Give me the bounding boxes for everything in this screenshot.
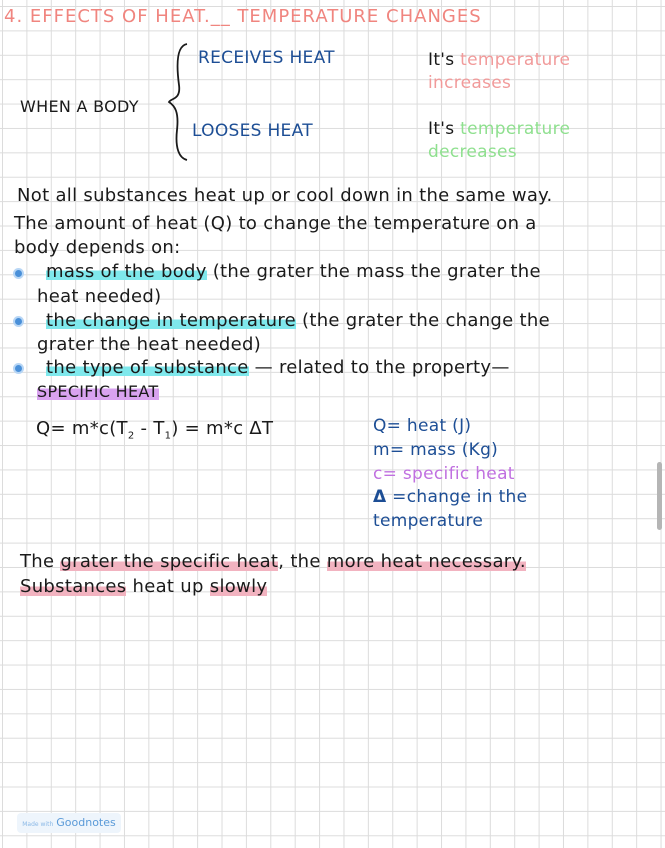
bullet-2-line-2: grater the heat needed) — [37, 334, 262, 355]
page-title: 4. EFFECTS OF HEAT.__ TEMPERATURE CHANGES — [4, 6, 482, 27]
curly-brace — [165, 40, 193, 162]
bullet-3-line-1: the type of substance — related to the property— — [46, 357, 510, 378]
text-line-3: body depends on: — [14, 237, 181, 258]
when-a-body-label: WHEN A BODY — [20, 97, 139, 116]
bullet-2-line-1: the change in temperature (the grater the change the — [46, 310, 550, 331]
legend-delta: Δ =change in the — [373, 487, 528, 507]
bullet-icon — [15, 270, 22, 277]
heat-formula: $Q= m*c(T_2 - T_1) = m*c$ ΔT — [36, 418, 274, 442]
legend-delta-line-2: temperature — [373, 511, 484, 531]
bullet-icon — [15, 318, 22, 325]
looses-heat-label: LOOSES HEAT — [192, 121, 313, 141]
decreases-label: decreases — [428, 142, 517, 162]
bullet-icon — [15, 365, 22, 372]
its-label-2: It's temperature — [428, 119, 571, 139]
receives-heat-label: RECEIVES HEAT — [198, 48, 335, 68]
text-line-2: The amount of heat (Q) to change the temperature on a — [14, 213, 537, 234]
scrollbar[interactable] — [657, 462, 662, 530]
legend-c: c= specific heat — [373, 464, 515, 484]
specific-heat-label: SPECIFIC HEAT — [37, 382, 159, 401]
legend-m: m= mass (Kg) — [373, 440, 499, 460]
legend-q: Q= heat (J) — [373, 416, 472, 436]
text-line-1: Not all substances heat up or cool down in the same way. — [17, 185, 553, 206]
its-label-1: It's temperature — [428, 50, 571, 70]
goodnotes-badge: Made with Goodnotes — [17, 813, 121, 833]
conclusion-line-1: The grater the specific heat, the more heat necessary. — [20, 551, 526, 572]
increases-label: increases — [428, 73, 512, 93]
conclusion-line-2: Substances heat up slowly — [20, 576, 268, 597]
bullet-1-line-2: heat needed) — [37, 286, 162, 307]
bullet-1-line-1: mass of the body (the grater the mass the grater the — [46, 261, 541, 282]
